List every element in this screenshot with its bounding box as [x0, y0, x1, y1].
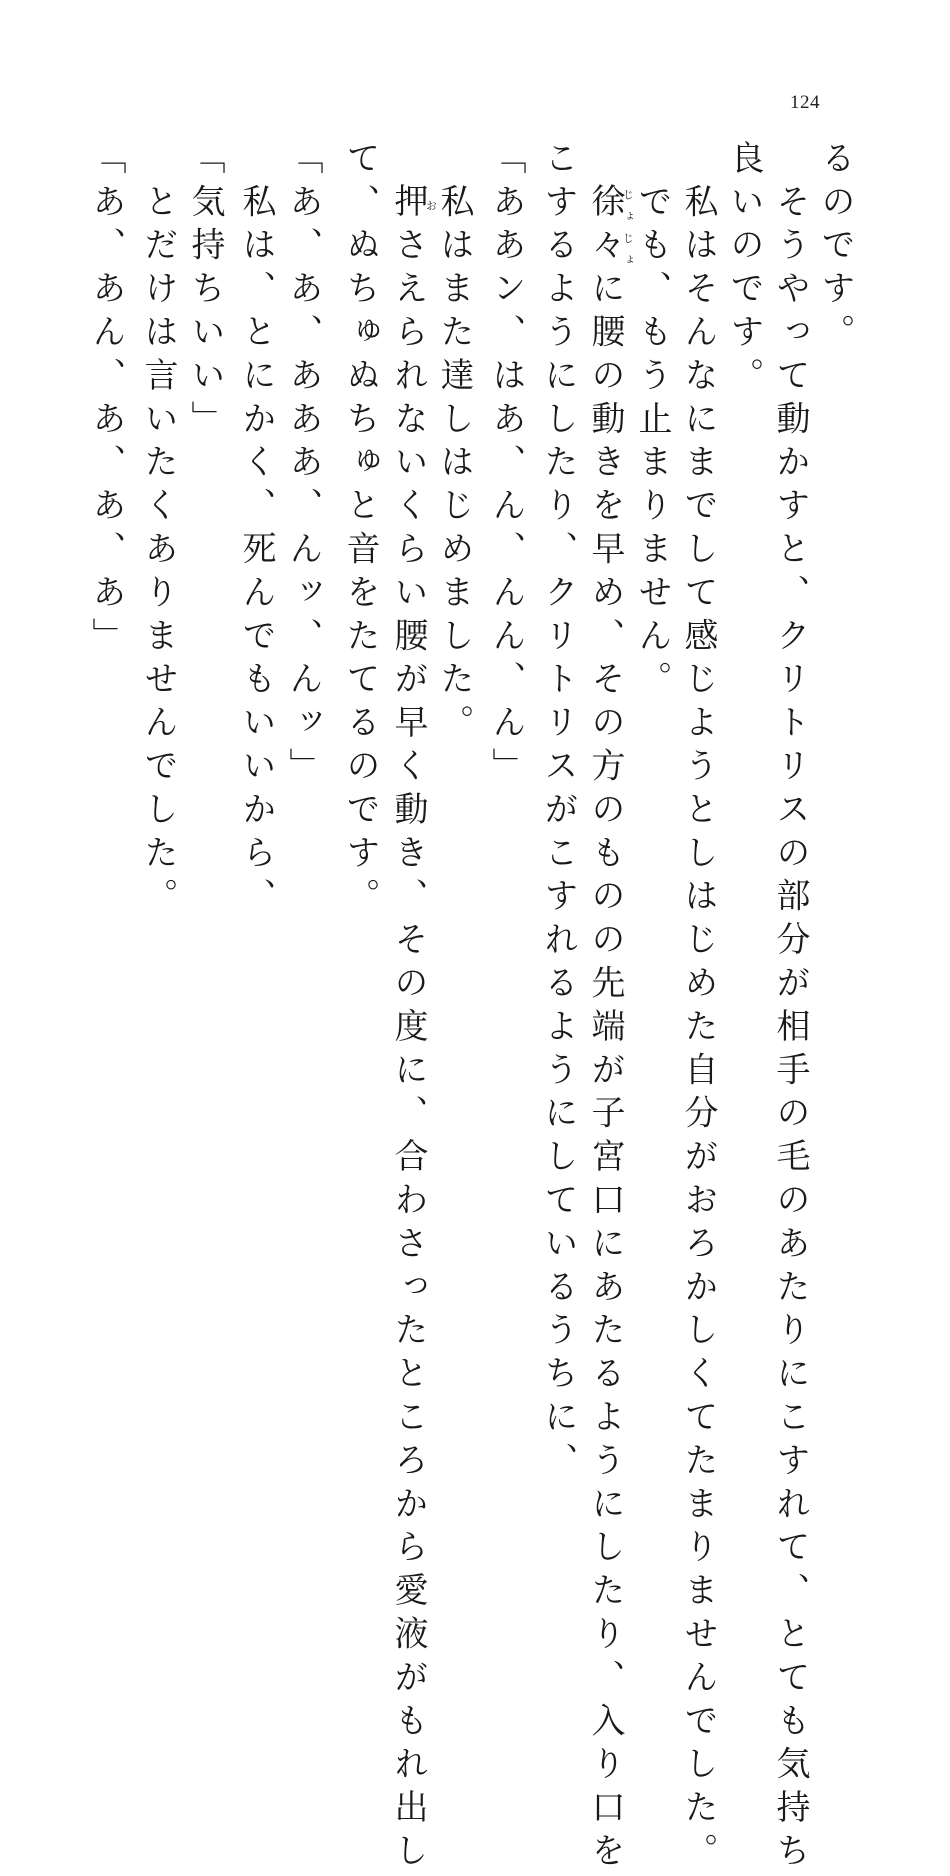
text-line-12: 「あ、あ、あああ、んッ、んッ」 — [283, 140, 323, 791]
text-line-11: て、ぬちゅぬちゅと音をたてるのです。 — [340, 140, 380, 922]
text-line-15: とだけは言いたくありませんでした。 — [138, 140, 178, 922]
text-line-4: 私はそんなにまでして感じようとしはじめた自分がおろかしくてたまりませんでした。 — [678, 140, 718, 1876]
furigana-word: 押お — [388, 183, 438, 227]
furigana-reading: お — [424, 183, 438, 227]
text-line-3: 良いのです。 — [724, 140, 764, 401]
text-segment: に腰の動きを早め、その方のものの先端が子宮口にあたるようにしたり、入り口を — [585, 270, 625, 1876]
text-line-10 — [388, 140, 438, 1876]
text-line-6 — [585, 140, 635, 1876]
text-segment — [388, 140, 428, 183]
furigana-reading: じょじょ — [621, 183, 635, 271]
text-line-1: るのです。 — [815, 140, 855, 357]
text-line-2: そうやって動かすと、クリトリスの部分が相手の毛のあたりにこすれて、とても気持ち — [770, 140, 810, 1876]
text-segment — [585, 140, 625, 183]
text-line-16: 「あ、あん、あ、あ、あ」 — [86, 140, 126, 661]
text-line-8: 「ああン、はあ、ん、んん、ん」 — [486, 140, 526, 791]
page-number: 124 — [790, 92, 820, 113]
furigana-word: 徐々じょじょ — [585, 183, 635, 271]
text-segment: さえられないくらい腰が早く動き、その度に、合わさったところから愛液がもれ出し — [388, 226, 428, 1876]
text-line-9: 私はまた達しはじめました。 — [434, 140, 474, 748]
text-line-5: でも、もう止まりません。 — [632, 140, 672, 705]
text-line-14: 「気持ちいい」 — [185, 140, 225, 444]
text-line-13: 私は、とにかく、死んでもいいから、 — [236, 140, 276, 922]
text-line-7: こするようにしたり、クリトリスがこすれるようにしているうちに、 — [538, 140, 578, 1486]
